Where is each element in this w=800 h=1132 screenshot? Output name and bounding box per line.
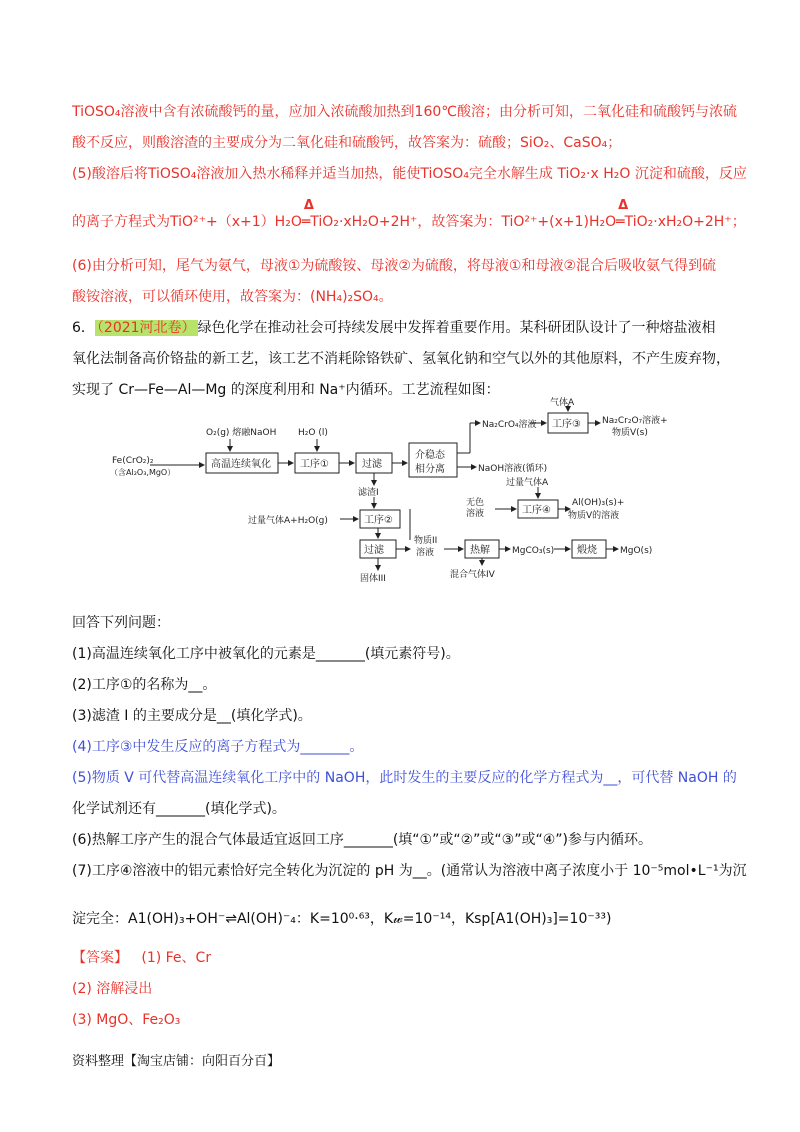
heat-arrow-2: Δ ═ (616, 198, 629, 230)
delta-symbol-1: Δ (303, 198, 314, 213)
question-7a: (7)工序④溶液中的铝元素恰好完全转化为沉淀的 pH 为__。(通常认为溶液中离子浓度小于 10⁻⁵mol•L⁻¹为沉 (72, 863, 747, 879)
flow-water: H₂O (l) (298, 428, 328, 438)
flow-gas-a: 气体A (550, 398, 575, 408)
flow-box-filter1: 过滤 (362, 459, 382, 470)
equation-mid: TiO₂·xH₂O+2H⁺，故答案为：TiO²⁺+(x+1)H₂O (310, 214, 617, 230)
heat-arrow-1: Δ ═ (301, 198, 314, 230)
question-5a: (5)物质 V 可代替高温连续氧化工序中的 NaOH，此时发生的主要反应的化学方程式为__，可代替 NaOH 的 (72, 770, 737, 786)
equation-right: TiO₂·xH₂O+2H⁺； (624, 214, 746, 230)
prev-answer-line-4 (72, 198, 746, 232)
answer-label: 【答案】 (72, 950, 128, 966)
question-intro-2: 氧化法制备高价铬盐的新工艺，该工艺不消耗除铬铁矿、氢氧化钠和空气以外的其他原料，不产生废弃物， (72, 351, 730, 367)
flow-box-medium2: 相分离 (415, 464, 445, 475)
source-tag: （2021河北卷） (96, 320, 196, 336)
flow-colorless: 无色 (466, 498, 485, 508)
flow-excess-gas: 过量气体A+H₂O(g) (248, 516, 328, 526)
question-number: 6． (72, 320, 95, 336)
flow-ore: Fe(CrO₂)₂ (112, 456, 154, 466)
flow-box-filter2: 过滤 (364, 545, 384, 556)
process-flow-diagram (110, 398, 710, 585)
prev-answer-line-5: (6)由分析可知，尾气为氨气，母液①为硫酸铵、母液②为硫酸，将母液①和母液②混合后吸收氨气得到硫 (72, 258, 717, 274)
question-3: (3)滤渣 I 的主要成分是__(填化学式)。 (72, 708, 312, 724)
flow-excess-gas2: 过量气体A (506, 478, 549, 488)
prev-answer-line-3: (5)酸溶后将TiOSO₄溶液加入热水稀释并适当加热，能使TiOSO₄完全水解生成 TiO₂·x H₂O 沉淀和硫酸，反应 (72, 166, 747, 182)
flow-box-medium: 介稳态 (415, 450, 445, 461)
flow-box-step1: 工序① (300, 459, 329, 470)
flow-out-dichromate: Na₂Cr₂O₇溶液+ (602, 416, 668, 426)
flow-out-dichromate2: 物质V(s) (612, 428, 648, 438)
answer-1: (1) Fe、Cr (141, 950, 212, 966)
flow-box-oxidation: 高温连续氧化 (211, 459, 271, 470)
answer-3: (3) MgO、Fe₂O₃ (72, 1012, 181, 1028)
flow-out-naoh: NaOH溶液(循环) (478, 464, 548, 474)
flow-out-aloh2: 物质V的溶液 (568, 511, 620, 521)
flow-ore-sub: （含Al₂O₃,MgO） (110, 468, 176, 477)
prev-answer-line-2: 酸不反应，则酸溶渣的主要成分为二氧化硅和硫酸钙，故答案为：硫酸；SiO₂、CaSO₄； (72, 135, 622, 151)
flow-subst2b: 溶液 (416, 548, 435, 558)
flow-box-step3: 工序③ (552, 419, 581, 430)
question-1: (1)高温连续氧化工序中被氧化的元素是_______(填元素符号)。 (72, 646, 460, 662)
flow-feed-top: O₂(g) 熔融NaOH (206, 428, 277, 438)
flow-box-step4: 工序④ (522, 505, 551, 516)
question-prompt: 回答下列问题： (72, 615, 170, 631)
flow-box-step2: 工序② (364, 515, 393, 526)
flow-residue1: 滤渣I (358, 488, 379, 498)
flow-box-pyrolysis: 热解 (470, 545, 490, 556)
flow-mgco3: MgCO₃(s) (512, 546, 555, 556)
question-intro-1 (72, 318, 740, 338)
delta-symbol-2: Δ (618, 198, 629, 213)
question-4: (4)工序③中发生反应的离子方程式为_______。 (72, 739, 364, 755)
footer-note: 资料整理【淘宝店铺：向阳百分百】 (72, 1054, 281, 1069)
question-5b: 化学试剂还有_______(填化学式)。 (72, 801, 286, 817)
flow-gas4: 混合气体IV (450, 570, 495, 580)
flow-colorless2: 溶液 (466, 509, 485, 519)
equation-left-1: 的离子方程式为TiO²⁺+（x+1）H₂O (72, 214, 302, 230)
question-6: (6)热解工序产生的混合气体最适宜返回工序_______(填“①”或“②”或“③”或“④”)参与内循环。 (72, 832, 652, 848)
prev-answer-line-1: TiOSO₄溶液中含有浓硫酸钙的量，应加入浓硫酸加热到160℃酸溶；由分析可知，二氧化硅和硫酸钙与浓硫 (72, 104, 737, 120)
question-2: (2)工序①的名称为__。 (72, 677, 217, 693)
intro-text-1: 绿色化学在推动社会可持续发展中发挥着重要作用。某科研团队设计了一种熔盐液相 (197, 320, 716, 336)
answer-line-1 (72, 948, 740, 968)
flow-subst2: 物质II (414, 536, 438, 546)
flow-out-aloh: Al(OH)₃(s)+ (572, 498, 625, 508)
flow-mgo: MgO(s) (620, 546, 653, 556)
question-7b: 淀完全：A1(OH)₃+OH⁻⇌Al(OH)⁻₄：K=10⁰·⁶³，K𝓌=10⁻¹⁴，Ksp[A1(OH)₃]=10⁻³³) (72, 911, 612, 927)
prev-answer-line-6: 酸铵溶液，可以循环使用，故答案为：(NH₄)₂SO₄。 (72, 289, 393, 305)
answer-2: (2) 溶解浸出 (72, 981, 153, 997)
question-intro-3: 实现了 Cr—Fe—Al—Mg 的深度利用和 Na⁺内循环。工艺流程如图： (72, 382, 500, 398)
flow-out-na2cro4: Na₂CrO₄溶液 (482, 420, 537, 430)
flow-solid3: 固体III (360, 574, 386, 584)
flow-box-calcination: 煅烧 (577, 545, 597, 556)
